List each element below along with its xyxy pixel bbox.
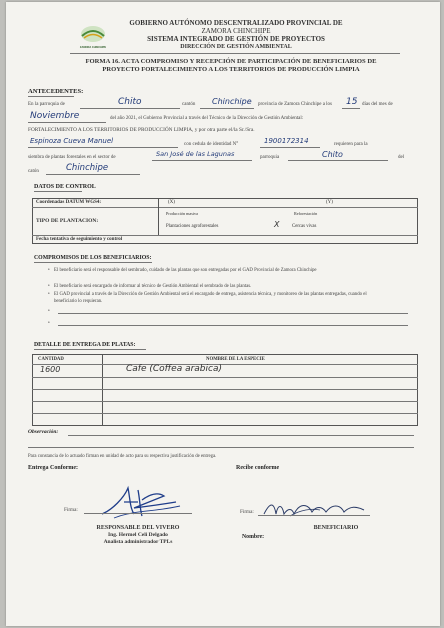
empty-bullet-1: • (48, 309, 50, 314)
option-produccion-masiva: Producción masiva (166, 211, 198, 216)
option-reforestacion: Reforestación (294, 211, 318, 216)
handwritten-day: 15 (346, 97, 358, 107)
field-line-day (342, 108, 360, 109)
constancia-text: Para constancia de lo actuado firman en unidad de acto para su respectiva justificación de entrega. (28, 454, 217, 459)
handwritten-month: Noviembre (30, 111, 80, 121)
signature-line-2 (258, 515, 370, 516)
logo-mark-icon (78, 24, 108, 48)
empty-bullet-2: • (48, 321, 50, 326)
compromiso-blank-line-1 (58, 313, 408, 314)
observacion-line-1 (68, 435, 414, 436)
text-provincia: provincia de Zamora Chinchipe a los (258, 102, 333, 107)
handwritten-check-mark: X (274, 220, 280, 229)
antecedentes-label: ANTECEDENTES: (28, 88, 84, 95)
handwritten-beneficiary-name: Espinoza Cueva Manuel (30, 137, 114, 145)
handwritten-quantity: 1600 (40, 365, 61, 374)
handwritten-canton: Chinchipe (212, 97, 252, 106)
datos-control-underline (34, 191, 82, 192)
antecedentes-underline (28, 96, 74, 97)
detalle-row-2 (32, 377, 418, 378)
handwritten-parroquia-2: Chito (322, 150, 343, 159)
header-line-4: DIRECCIÓN DE GESTIÓN AMBIENTAL (180, 44, 292, 50)
text-canton-label: cantón (182, 102, 196, 107)
text-del: del (398, 155, 405, 160)
handwritten-canton-2: Chinchipe (66, 163, 109, 173)
responsable-role: Analista administrador TPLs (103, 539, 173, 545)
handwritten-sector: San José de las Lagunas (156, 150, 235, 158)
detalle-row-1 (32, 364, 418, 365)
option-agroforestales: Plantaciones agroforestales (166, 224, 219, 229)
detalle-label: DETALLE DE ENTREGA DE PLATAS: (34, 342, 136, 348)
text-dias-mes: días del mes de (362, 102, 393, 107)
observacion-line-2 (28, 447, 414, 448)
responsable-name: Ing. Hermel Celi Delgado (108, 532, 168, 538)
control-row-divider-1 (32, 207, 418, 208)
text-fortalecimiento: FORTALECIMIENTO A LOS TERRITORIOS DE PRODUCCIÓN LIMPIA, y por otra parte el/la Sr./Sra. (28, 127, 255, 133)
responsable-title: RESPONSABLE DEL VIVERO (96, 525, 180, 531)
compromisos-label: COMPROMISOS DE LOS BENEFICIARIOS: (34, 255, 152, 261)
header-divider (70, 53, 400, 54)
datos-control-label: DATOS DE CONTROL (34, 184, 96, 190)
control-row-divider-2 (32, 235, 418, 236)
compromiso-blank-line-2 (58, 325, 408, 326)
text-cedula: con cedula de identidad N° (184, 142, 239, 147)
text-siembra: siembra de plantas forestales en el sector de (28, 155, 116, 160)
recibe-conforme-label: Recibe conforme (236, 465, 280, 471)
field-line-parroquia-2 (288, 160, 388, 161)
text-gobierno: del año 2021, el Gobierno Provincial a través del Técnico de la Dirección de Gestión Ambiental: (110, 116, 304, 121)
detalle-row-4 (32, 401, 418, 402)
field-line-month (28, 122, 106, 123)
beneficiario-title: BENEFICIARIO (313, 525, 359, 531)
field-line-parroquia (80, 108, 180, 109)
compromiso-item-2: • El beneficiario será encargado de informar al técnico de Gestión Ambiental el sembrado de las plantas. (54, 283, 414, 290)
option-cercas-vivas: Cercas vivas (292, 224, 317, 229)
detalle-row-3 (32, 389, 418, 390)
field-line-sector (152, 160, 252, 161)
compromiso-item-3: • El GAD provincial a través de la Dirección de Gestión Ambiental será el encargado de entrega, asistencia técnica, y monitoreo de las plantas entregadas, cuando el beneficiario lo requieran. (54, 291, 384, 305)
logo-text: ZAMORA CHINCHIPE (79, 46, 107, 49)
text-parroquia-2: parroquia (260, 155, 280, 160)
coord-y-label: (Y) (326, 200, 333, 205)
field-line-canton-2 (46, 174, 140, 175)
text-caton: catón (28, 169, 39, 174)
col-nombre-especie: NOMBRE DE LA ESPECIE (206, 357, 265, 362)
text-parroquia-prefix: En la parroquia de (28, 102, 65, 107)
firma-label-2: Firma: (240, 509, 254, 515)
header-line-1: GOBIERNO AUTÓNOMO DESCENTRALIZADO PROVINCIAL DE (129, 19, 343, 27)
observacion-label: Observación: (28, 429, 59, 435)
signature-beneficiario-icon (260, 496, 370, 522)
document-page (6, 2, 440, 626)
field-line-name (28, 147, 178, 148)
handwritten-parroquia: Chito (118, 97, 142, 107)
entrega-conforme-label: Entrega Conforme: (28, 465, 79, 471)
field-line-canton (200, 108, 254, 109)
field-line-cedula (260, 147, 320, 148)
gad-logo (78, 24, 108, 48)
handwritten-cedula: 1900172314 (264, 137, 309, 145)
compromiso-item-1: • El beneficiario será el responsable del sembrado, cuidado de las plantas que son entregadas por el GAD Provincial de Zamora Chinchipe (54, 267, 414, 274)
signature-responsable-icon (94, 480, 184, 526)
compromisos-underline (34, 262, 152, 263)
form-title-2: PROYECTO FORTALECIMIENTO A LOS TERRITORIOS DE PRODUCCIÓN LIMPIA (102, 66, 360, 73)
signature-line-1 (84, 513, 192, 514)
coord-x-label: (X) (168, 200, 175, 205)
control-col-divider (158, 198, 159, 235)
detalle-underline (34, 349, 146, 350)
fecha-seguimiento-label: Fecha tentativa de seguimiento y control (36, 237, 123, 242)
header-line-3: SISTEMA INTEGRADO DE GESTIÓN DE PROYECTOS (147, 35, 325, 43)
coord-label: Coordenadas DATUM WGS4: (36, 200, 102, 205)
col-cantidad: CANTIDAD (38, 357, 64, 362)
tipo-plantacion-label: TIPO DE PLANTACION: (36, 218, 99, 224)
text-requieren: requieren para la (334, 142, 368, 147)
handwritten-species: Cafe (Coffea arabica) (126, 364, 222, 374)
detalle-row-5 (32, 413, 418, 414)
form-title-1: FORMA 16. ACTA COMPROMISO Y RECEPCIÓN DE PARTICIPACIÓN DE BENEFICIARIOS DE (85, 58, 377, 65)
firma-label-1: Firma: (64, 507, 78, 513)
nombre-label: Nombre: (242, 534, 265, 540)
header-line-2: ZAMORA CHINCHIPE (201, 27, 271, 35)
